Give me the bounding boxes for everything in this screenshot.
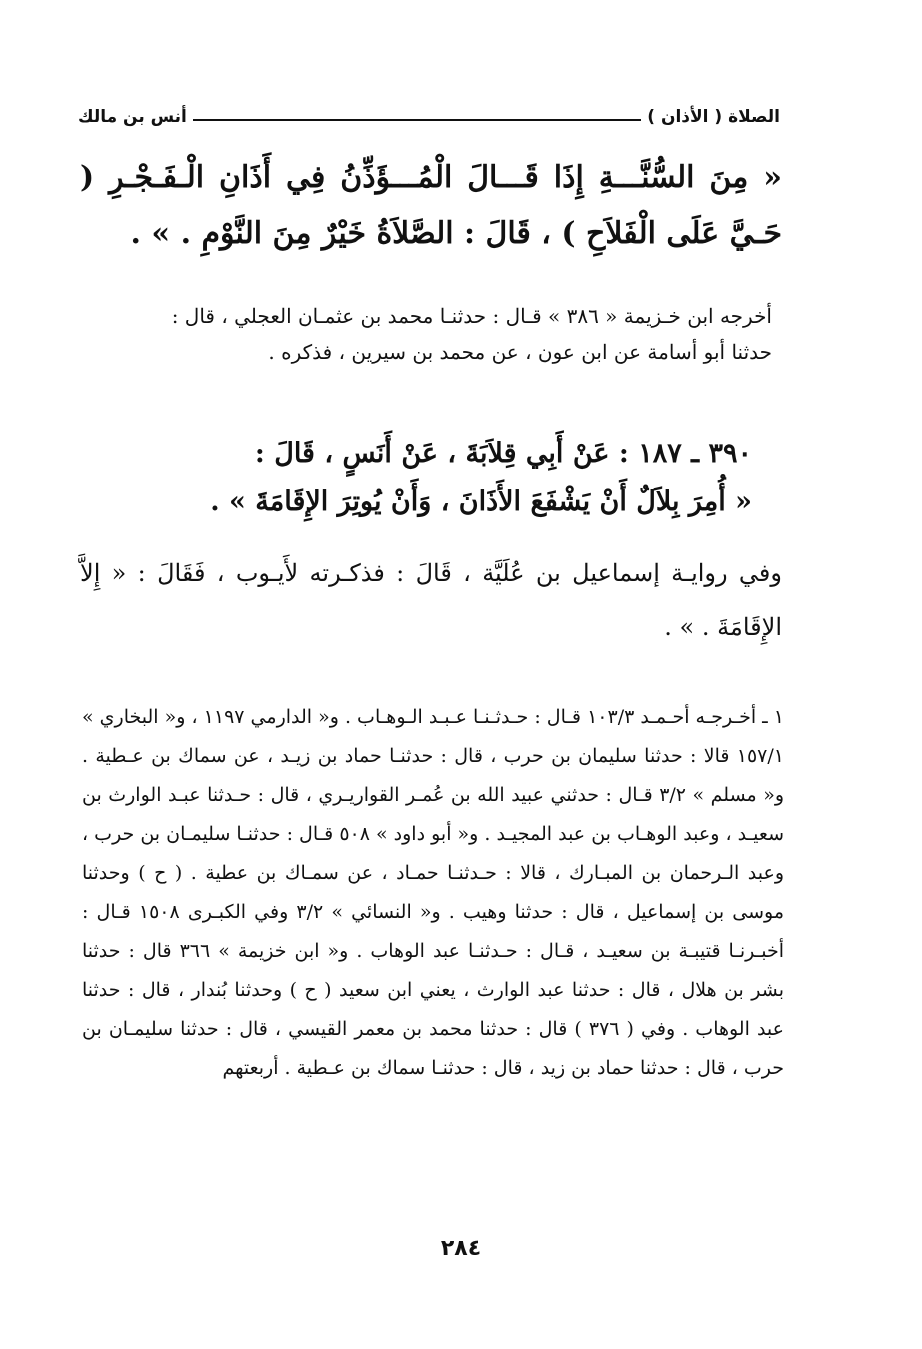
footnote-1: ١ ـ أخـرجـه أحـمـد ١٠٣/٣ قـال : حـدثـنـا عـبـد الـوهـاب . و« الدارمي ١١٩٧ ، و« البخاري » ١٥٧/١ قالا : حدثنا سليمان بن حرب ، قال : حدثنـا حماد بن زيـد ، عن سماك بن عـطية . و« مسلم » ٣/٢ قـال : حدثني عبيد الله بن عُمـر القواريـري ، قال : حـدثنا عبـد الوارث بن سعيـد ، وعبد الوهـاب بن عبد المجيـد . و« أبو داود » ٥٠٨ قـال : حدثنـا سليمـان بن حرب ، وعبد الـرحمان بن المبـارك ، قالا : حـدثنـا حمـاد ، عن سمـاك بن عطية . ( ح ) وحدثنا موسى بن إسماعيل ، قال : حدثنا وهيب . و« النسائي » ٣/٢ وفي الكبـرى ١٥٠٨ قـال : أخبـرنـا قتيبـة بن سعيـد ، قـال : حـدثنـا عبد الوهاب . و« ابن خزيمة » ٣٦٦ قال : حدثنا بشر بن هلال ، قال : حدثنا عبد الوارث ، يعني ابن سعيد ( ح ) وحدثنا بُندار ، قال : حدثنا عبد الوهاب . وفي ( ٣٧٦ ) قال : حدثنا محمد بن معمر القيسي ، قال : حدثنا سليمـان بن حرب ، قال : حدثنا حماد بن زيد ، قال : حدثنـا سماك بن عـطية . أربعتهم: [82, 706, 784, 1079]
hadith-390-line1: ٣٩٠ ـ ١٨٧ : عَنْ أَبِي قِلاَبَةَ ، عَنْ أَنَسٍ ، قَالَ :: [254, 438, 752, 469]
hadith-quote-text: « مِنَ السُّنَّـــةِ إِذَا قَـــالَ الْمُـــؤَذِّنُ فِي أَذَانِ الْـفَـجْـرِ ( حَـيَّ عَلَى الْفَلاَحِ ) ، قَالَ : الصَّلاَةُ خَيْرٌ مِنَ النَّوْمِ . » .: [80, 160, 782, 251]
hadith-390-line2: « أُمِرَ بِلاَلٌ أَنْ يَشْفَعَ الأَذَانَ ، وَأَنْ يُوتِرَ الإِقَامَةَ » .: [210, 486, 752, 517]
takhrij-paragraph: أخرجه ابن خـزيمة « ٣٨٦ » قـال : حدثنـا محمد بن عثمـان العجلي ، قال : حدثنا أبو أسامة عن ابن عون ، عن محمد بن سيرين ، فذكره .: [171, 304, 772, 364]
page-number: ٢٨٤: [440, 1236, 482, 1261]
narrator-title: أنس بن مالك: [78, 107, 187, 127]
hadith-390: [200, 430, 752, 526]
running-header: [78, 100, 780, 134]
riwaya-paragraph: وفي روايـة إسماعيل بن عُلَيَّة ، قَالَ : فذكـرته لأَيـوب ، فَقَالَ : « إِلاَّ الإِقَامَةَ . » .: [80, 559, 782, 641]
header-rule: [193, 119, 641, 121]
section-title: الصلاة ( الأذان ): [647, 107, 780, 127]
footnote-section: [82, 698, 784, 1088]
